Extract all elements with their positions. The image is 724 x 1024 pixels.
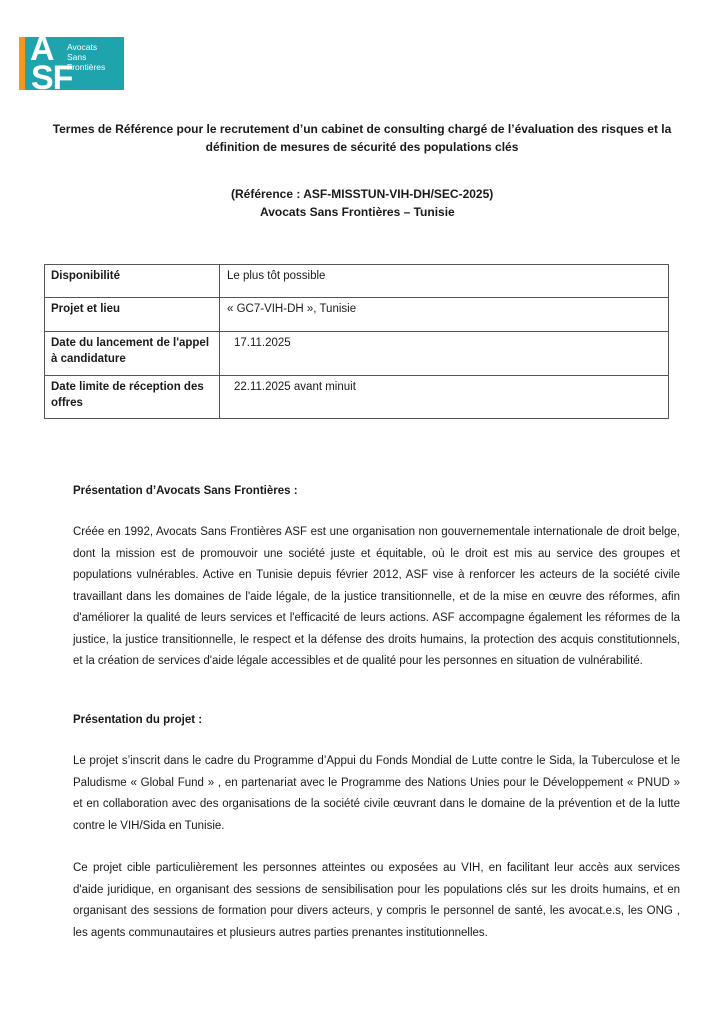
reference-code: (Référence : ASF-MISSTUN-VIH-DH/SEC-2025) bbox=[231, 187, 494, 201]
section-project-presentation bbox=[73, 711, 680, 944]
table-row bbox=[45, 376, 669, 419]
section-paragraph: Le projet s’inscrit dans le cadre du Programme d’Appui du Fonds Mondial de Lutte contre le Sida, la Tuberculose et le Paludisme « Global Fund » , en partenariat avec le Programme des Nations Unies pour le Développement « PNUD » et en collaboration avec des organisations de la société civile œuvrant dans le domaine de la prévention et de la lutte contre le VIH/Sida en Tunisie. bbox=[73, 755, 680, 832]
logo-tagline bbox=[67, 42, 124, 72]
row-label: Date du lancement de l'appel à candidature bbox=[45, 332, 220, 376]
row-value: 22.11.2025 avant minuit bbox=[220, 376, 669, 419]
organization-name: Avocats Sans Frontières – Tunisie bbox=[260, 205, 455, 219]
section-paragraph: Ce projet cible particulièrement les personnes atteintes ou exposées au VIH, en facilitant leur accès aux services d'aide juridique, en organisant des sessions de sensibilisation pour les populations clés sur les droits humains, et en organisant des sessions de formation pour divers acteurs, y compris le personnel de santé, les avocat.e.s, les ONG , les agents communautaires et plusieurs autres parties prenantes institutionnelles. bbox=[73, 862, 680, 939]
table-row bbox=[45, 298, 669, 332]
row-value: 17.11.2025 bbox=[220, 332, 669, 376]
section-paragraph: Créée en 1992, Avocats Sans Frontières ASF est une organisation non gouvernementale internationale de droit belge, dont la mission est de promouvoir une société juste et équitable, où le droit est mis au service des groupes et populations vulnérables. Active en Tunisie depuis février 2012, ASF vise à renforcer les acteurs de la société civile travaillant dans les domaines de l'aide légale, de la justice transitionnelle, et de la mise en œuvre des réformes, afin d'améliorer la qualité de leurs services et l'efficacité de leurs actions. ASF accompagne également les réformes de la justice, la justice transitionnelle, le respect et la défense des droits humains, la protection des acquis constitutionnels, et la création de services d'aide légale accessibles et de qualité pour les personnes en situation de vulnérabilité. bbox=[73, 526, 680, 667]
table-row bbox=[45, 265, 669, 298]
section-asf-presentation bbox=[73, 482, 680, 673]
row-label: Date limite de réception des offres bbox=[45, 376, 220, 419]
logo-orange-stripe bbox=[19, 37, 25, 90]
section-heading: Présentation du projet : bbox=[73, 714, 203, 726]
row-value: Le plus tôt possible bbox=[220, 265, 669, 298]
row-label: Disponibilité bbox=[45, 265, 220, 298]
table-row bbox=[45, 332, 669, 376]
asf-logo bbox=[19, 37, 124, 90]
logo-letters-sf: SF bbox=[31, 59, 73, 90]
logo-letter-a: A bbox=[30, 37, 55, 68]
document-title: Termes de Référence pour le recrutement d’un cabinet de consulting chargé de l’évaluation des risques et la définition de mesures de sécurité des populations clés bbox=[52, 122, 672, 154]
section-heading: Présentation d’Avocats Sans Frontières : bbox=[73, 485, 298, 497]
logo-tagline-line1: Avocats bbox=[67, 42, 98, 52]
row-label: Projet et lieu bbox=[45, 298, 220, 332]
row-value: « GC7-VIH-DH », Tunisie bbox=[220, 298, 669, 332]
logo-tagline-line2: Sans Frontières bbox=[67, 52, 106, 72]
info-table bbox=[44, 264, 669, 419]
